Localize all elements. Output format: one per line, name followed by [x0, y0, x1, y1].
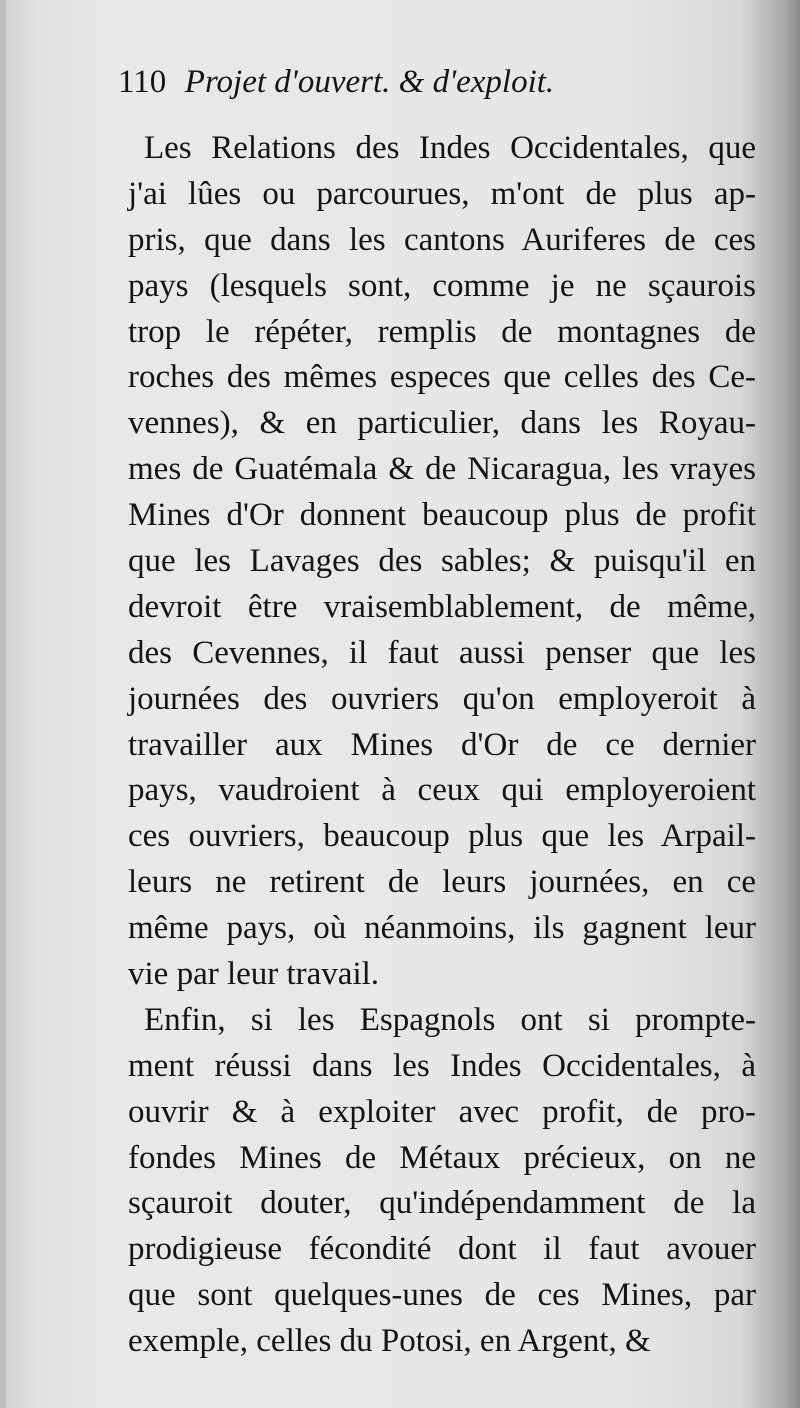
text-line: leurs ne retirent de leurs journées, en ce: [128, 864, 756, 901]
text-line: ouvrir & à exploiter avec profit, de pro-: [128, 1093, 756, 1130]
text-line: que sont quelques-unes de ces Mines, par: [128, 1277, 756, 1314]
body-text: [128, 126, 756, 1365]
text-line: j'ai lûes ou parcourues, m'ont de plus ap-: [128, 175, 756, 212]
page-edge-shadow: [0, 0, 6, 1408]
text-line: que les Lavages des sables; & puisqu'il en: [128, 543, 756, 580]
text-line: prodigieuse fécondité dont il faut avouer: [128, 1231, 756, 1268]
text-line: pris, que dans les cantons Auriferes de ces: [128, 221, 756, 258]
paragraph: [128, 998, 756, 1365]
running-header: [118, 58, 758, 104]
text-line: des Cevennes, il faut aussi penser que les: [128, 634, 756, 671]
text-line: vennes), & en particulier, dans les Royau-: [128, 405, 756, 442]
page-number: 110: [118, 64, 167, 100]
text-line: Les Relations des Indes Occidentales, que: [144, 130, 756, 166]
text-line: devroit être vraisemblablement, de même,: [128, 588, 756, 625]
text-line: pays, vaudroient à ceux qui employeroient: [128, 772, 756, 809]
text-line: exemple, celles du Potosi, en Argent, &: [128, 1323, 651, 1360]
text-line: sçauroit douter, qu'indépendamment de la: [128, 1185, 756, 1222]
text-line: mes de Guatémala & de Nicaragua, les vrayes: [128, 451, 756, 488]
text-line: Mines d'Or donnent beaucoup plus de profit: [128, 497, 756, 534]
paragraph: [128, 126, 756, 998]
text-line: vie par leur travail.: [128, 956, 380, 993]
text-line: ces ouvriers, beaucoup plus que les Arpail-: [128, 818, 756, 855]
text-line: même pays, où néanmoins, ils gagnent leur: [128, 910, 756, 947]
text-line: journées des ouvriers qu'on employeroit à: [128, 680, 756, 717]
text-line: fondes Mines de Métaux précieux, on ne: [128, 1139, 756, 1176]
text-line: roches des mêmes especes que celles des Ce-: [128, 359, 756, 396]
text-line: Enfin, si les Espagnols ont si prompte-: [144, 1001, 756, 1038]
text-line: pays (lesquels sont, comme je ne sçaurois: [128, 267, 756, 304]
text-line: ment réussi dans les Indes Occidentales, à: [128, 1047, 756, 1084]
running-title: Projet d'ouvert. & d'exploit.: [184, 64, 555, 100]
text-line: trop le répéter, remplis de montagnes de: [128, 313, 756, 350]
text-line: travailler aux Mines d'Or de ce dernier: [128, 726, 756, 763]
